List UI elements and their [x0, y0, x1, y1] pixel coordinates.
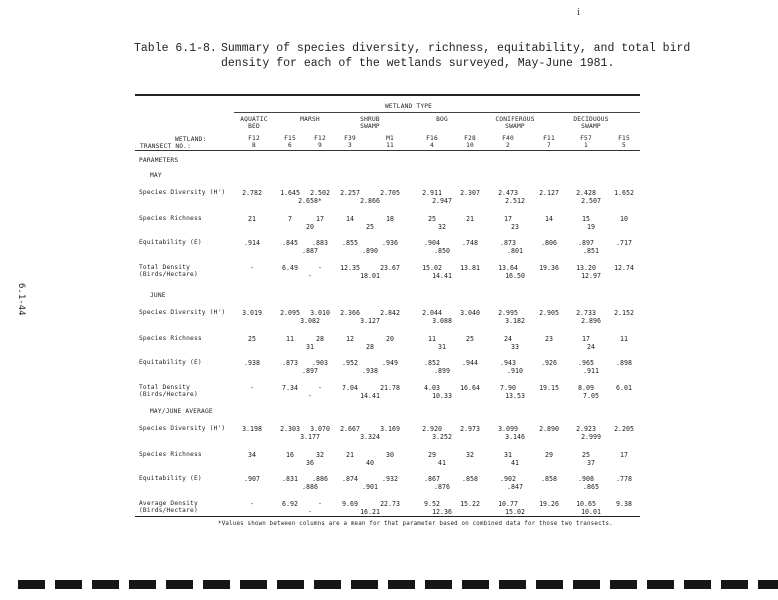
cell-value: .831 — [282, 475, 298, 483]
cell-value: 15.02 — [422, 264, 442, 272]
cell-value: 14 — [346, 215, 354, 223]
cell-mean: 2.512 — [505, 197, 525, 205]
cell-value: 2.733 — [576, 309, 596, 317]
wetland-id: F39 — [344, 135, 356, 142]
cell-mean: 24 — [587, 343, 595, 351]
cell-value: 30 — [386, 451, 394, 459]
cell-value: .903 — [312, 359, 328, 367]
cell-value: .914 — [244, 239, 260, 247]
cell-mean: - — [308, 392, 312, 400]
cell-mean: 3.252 — [432, 433, 452, 441]
cell-value: 25 — [582, 451, 590, 459]
edge-mark — [536, 580, 563, 589]
cell-value: .938 — [244, 359, 260, 367]
cell-mean: 3.324 — [360, 433, 380, 441]
cell-mean: 7.05 — [583, 392, 599, 400]
cell-mean: .911 — [583, 367, 599, 375]
cell-value: .932 — [382, 475, 398, 483]
cell-value: 3.169 — [380, 425, 400, 433]
cell-value: .908 — [578, 475, 594, 483]
cell-mean: 3.088 — [432, 317, 452, 325]
transect-no: 1 — [584, 142, 588, 149]
transect-no: 5 — [622, 142, 626, 149]
cell-value: 21 — [248, 215, 256, 223]
transect-no: 9 — [318, 142, 322, 149]
cell-value: .949 — [382, 359, 398, 367]
wetland-type-name: DECIDUOUS — [573, 116, 609, 123]
cell-mean: .876 — [434, 483, 450, 491]
cell-mean: 16.50 — [505, 272, 525, 280]
cell-value: 2.257 — [340, 189, 360, 197]
parameter-label: Equitability (E) — [139, 475, 202, 482]
cell-mean: 25 — [366, 223, 374, 231]
cell-mean: 10.01 — [581, 508, 601, 516]
wetland-type-name: AQUATIC — [240, 116, 268, 123]
edge-mark — [684, 580, 711, 589]
cell-mean: 14.41 — [432, 272, 452, 280]
cell-value: - — [250, 384, 254, 392]
cell-value: 7 — [288, 215, 292, 223]
top-rule — [135, 94, 640, 96]
cell-mean: .938 — [362, 367, 378, 375]
cell-value: 17 — [504, 215, 512, 223]
cell-value: .883 — [312, 239, 328, 247]
cell-value: .898 — [616, 359, 632, 367]
cell-value: .874 — [342, 475, 358, 483]
cell-mean: 3.177 — [300, 433, 320, 441]
wetland-type-name: BED — [248, 123, 260, 130]
parameter-label: Species Richness — [139, 215, 202, 222]
cell-mean: - — [308, 508, 312, 516]
wetland-type-heading: WETLAND TYPE — [385, 103, 433, 110]
edge-mark — [314, 580, 341, 589]
wetland-type-name: SWAMP — [360, 123, 380, 130]
cell-value: 10.65 — [576, 500, 596, 508]
edge-mark — [499, 580, 526, 589]
cell-value: .778 — [616, 475, 632, 483]
cell-value: 1.645 — [280, 189, 300, 197]
cell-value: 2.303 — [280, 425, 300, 433]
transect-no: 4 — [430, 142, 434, 149]
cell-value: 12.74 — [614, 264, 634, 272]
cell-value: 16 — [286, 451, 294, 459]
cell-mean: .801 — [507, 247, 523, 255]
cell-value: .873 — [282, 359, 298, 367]
wetland-type-name: SWAMP — [581, 123, 601, 130]
cell-mean: .887 — [302, 247, 318, 255]
parameter-label: Species Diversity (H') — [139, 189, 226, 196]
wetland-id: F11 — [543, 135, 555, 142]
wetland-id: F15 — [618, 135, 630, 142]
cell-value: 10 — [620, 215, 628, 223]
edge-mark — [351, 580, 378, 589]
cell-value: 11 — [286, 335, 294, 343]
cell-value: .952 — [342, 359, 358, 367]
cell-value: .926 — [541, 359, 557, 367]
wetland-id: F15 — [284, 135, 296, 142]
cell-value: 2.044 — [422, 309, 442, 317]
cell-value: .944 — [462, 359, 478, 367]
cell-value: 32 — [466, 451, 474, 459]
cell-mean: .886 — [302, 483, 318, 491]
wetland-type-rule — [234, 112, 640, 113]
transect-no: 6 — [288, 142, 292, 149]
wetland-row-label: WETLAND: — [175, 136, 207, 143]
wetland-type-name: SHRUB — [360, 116, 380, 123]
cell-value: .965 — [578, 359, 594, 367]
cell-value: 18 — [386, 215, 394, 223]
parameter-label: Equitability (E) — [139, 239, 202, 246]
cell-value: 6.92 — [282, 500, 298, 508]
parameter-label: (Birds/Hectare) — [139, 507, 198, 514]
cell-value: 11 — [428, 335, 436, 343]
edge-mark — [18, 580, 45, 589]
cell-value: 7.90 — [500, 384, 516, 392]
cell-value: 10.77 — [498, 500, 518, 508]
cell-value: .907 — [244, 475, 260, 483]
cell-value: .902 — [500, 475, 516, 483]
wetland-id: F28 — [464, 135, 476, 142]
cell-value: .886 — [312, 475, 328, 483]
cell-value: 9.38 — [616, 500, 632, 508]
cell-value: 2.905 — [539, 309, 559, 317]
cell-value: .858 — [541, 475, 557, 483]
cell-value: 29 — [545, 451, 553, 459]
cell-value: .936 — [382, 239, 398, 247]
caption-label: Table 6.1-8. — [134, 42, 217, 55]
parameter-label: Equitability (E) — [139, 359, 202, 366]
cell-value: 19.26 — [539, 500, 559, 508]
wetland-id: M1 — [386, 135, 394, 142]
cell-mean: 18.01 — [360, 272, 380, 280]
corner-mark: i — [577, 8, 580, 18]
wetland-id: F12 — [314, 135, 326, 142]
wetland-id: F16 — [426, 135, 438, 142]
cell-value: 4.03 — [424, 384, 440, 392]
cell-value: 20 — [386, 335, 394, 343]
cell-mean: 33 — [511, 343, 519, 351]
cell-mean: 28 — [366, 343, 374, 351]
cell-value: 28 — [316, 335, 324, 343]
edge-mark — [758, 580, 778, 589]
cell-value: 2.705 — [380, 189, 400, 197]
cell-value: 23 — [545, 335, 553, 343]
cell-value: 17 — [316, 215, 324, 223]
bottom-rule — [135, 516, 640, 517]
cell-value: 3.019 — [242, 309, 262, 317]
cell-value: 34 — [248, 451, 256, 459]
cell-mean: 32 — [438, 223, 446, 231]
cell-value: 17 — [620, 451, 628, 459]
parameters-heading: PARAMETERS — [139, 157, 179, 164]
cell-value: .897 — [578, 239, 594, 247]
cell-value: 19.15 — [539, 384, 559, 392]
wetland-type-name: CONIFEROUS — [495, 116, 535, 123]
cell-mean: 2.658* — [298, 197, 322, 205]
header-rule — [135, 150, 640, 151]
edge-mark — [240, 580, 267, 589]
cell-value: 21.78 — [380, 384, 400, 392]
transect-no: 7 — [547, 142, 551, 149]
caption-line-2: density for each of the wetlands surveyed, May-June 1981. — [221, 57, 615, 70]
cell-value: 6.01 — [616, 384, 632, 392]
cell-value: 12.35 — [340, 264, 360, 272]
cell-mean: .899 — [434, 367, 450, 375]
cell-value: 25 — [466, 335, 474, 343]
cell-value: 2.152 — [614, 309, 634, 317]
cell-mean: 3.182 — [505, 317, 525, 325]
cell-mean: 16.21 — [360, 508, 380, 516]
cell-value: 6.49 — [282, 264, 298, 272]
cell-mean: 14.41 — [360, 392, 380, 400]
cell-value: 29 — [428, 451, 436, 459]
cell-value: 2.973 — [460, 425, 480, 433]
cell-mean: 41 — [438, 459, 446, 467]
cell-value: 24 — [504, 335, 512, 343]
parameter-label: Species Richness — [139, 451, 202, 458]
cell-mean: .897 — [302, 367, 318, 375]
parameter-label: Total Density — [139, 264, 191, 271]
cell-mean: 31 — [438, 343, 446, 351]
edge-mark — [166, 580, 193, 589]
edge-mark — [388, 580, 415, 589]
cell-value: 3.010 — [310, 309, 330, 317]
cell-value: 15 — [582, 215, 590, 223]
wetland-type-name: BOG — [436, 116, 448, 123]
cell-mean: 41 — [511, 459, 519, 467]
cell-value: 25 — [428, 215, 436, 223]
cell-value: .845 — [282, 239, 298, 247]
cell-value: - — [318, 500, 322, 508]
cell-value: 2.366 — [340, 309, 360, 317]
cell-mean: .851 — [583, 247, 599, 255]
parameter-label: Species Richness — [139, 335, 202, 342]
wetland-type-name: MARSH — [300, 116, 320, 123]
cell-value: 3.099 — [498, 425, 518, 433]
cell-mean: 23 — [511, 223, 519, 231]
cell-value: 17 — [582, 335, 590, 343]
cell-value: 2.095 — [280, 309, 300, 317]
cell-value: 22.73 — [380, 500, 400, 508]
cell-mean: 2.866 — [360, 197, 380, 205]
cell-value: 19.36 — [539, 264, 559, 272]
parameter-label: Species Diversity (H') — [139, 309, 226, 316]
cell-mean: .901 — [362, 483, 378, 491]
cell-mean: .850 — [434, 247, 450, 255]
cell-value: 31 — [504, 451, 512, 459]
cell-value: 7.34 — [282, 384, 298, 392]
cell-value: .867 — [424, 475, 440, 483]
parameter-label: (Birds/Hectare) — [139, 271, 198, 278]
cell-mean: 12.97 — [581, 272, 601, 280]
wetland-id: F12 — [248, 135, 260, 142]
cell-mean: - — [308, 272, 312, 280]
cell-value: .904 — [424, 239, 440, 247]
cell-value: 16.64 — [460, 384, 480, 392]
transect-no: 8 — [252, 142, 256, 149]
cell-mean: 19 — [587, 223, 595, 231]
edge-mark — [573, 580, 600, 589]
side-page-number: 6.1-44 — [16, 283, 26, 316]
section-title: JUNE — [150, 292, 166, 299]
cell-value: 23.67 — [380, 264, 400, 272]
cell-value: 2.473 — [498, 189, 518, 197]
parameter-label: Total Density — [139, 384, 191, 391]
cell-mean: 31 — [306, 343, 314, 351]
cell-mean: 2.507 — [581, 197, 601, 205]
cell-mean: .890 — [362, 247, 378, 255]
cell-mean: 3.127 — [360, 317, 380, 325]
parameter-label: (Birds/Hectare) — [139, 391, 198, 398]
cell-value: 2.782 — [242, 189, 262, 197]
cell-value: 2.890 — [539, 425, 559, 433]
edge-mark — [129, 580, 156, 589]
cell-value: 3.040 — [460, 309, 480, 317]
cell-value: - — [318, 264, 322, 272]
footnote: *Values shown between columns are a mean for that parameter based on combined data for those two transects. — [218, 521, 613, 527]
cell-value: 2.842 — [380, 309, 400, 317]
cell-value: .748 — [462, 239, 478, 247]
cell-mean: 13.53 — [505, 392, 525, 400]
edge-mark — [425, 580, 452, 589]
cell-value: 2.920 — [422, 425, 442, 433]
cell-mean: 2.999 — [581, 433, 601, 441]
cell-value: 21 — [466, 215, 474, 223]
edge-mark — [647, 580, 674, 589]
edge-mark — [55, 580, 82, 589]
edge-mark — [610, 580, 637, 589]
transect-no: 11 — [386, 142, 394, 149]
cell-value: 2.667 — [340, 425, 360, 433]
section-title: MAY — [150, 172, 162, 179]
cell-value: .806 — [541, 239, 557, 247]
cell-mean: 10.33 — [432, 392, 452, 400]
cell-value: 2.923 — [576, 425, 596, 433]
cell-mean: .910 — [507, 367, 523, 375]
cell-value: 1.652 — [614, 189, 634, 197]
cell-mean: 3.146 — [505, 433, 525, 441]
cell-value: 8.09 — [578, 384, 594, 392]
wetland-type-name: SWAMP — [505, 123, 525, 130]
cell-value: 13.81 — [460, 264, 480, 272]
cell-value: 2.307 — [460, 189, 480, 197]
wetland-id: F40 — [502, 135, 514, 142]
edge-mark — [277, 580, 304, 589]
parameter-label: Average Density — [139, 500, 198, 507]
cell-value: - — [318, 384, 322, 392]
transect-no: 2 — [506, 142, 510, 149]
cell-value: 12 — [346, 335, 354, 343]
cell-value: .858 — [462, 475, 478, 483]
transect-no: 10 — [466, 142, 474, 149]
caption-line-1: Summary of species diversity, richness, equitability, and total bird — [221, 42, 691, 55]
cell-value: .855 — [342, 239, 358, 247]
cell-value: 25 — [248, 335, 256, 343]
cell-mean: 15.02 — [505, 508, 525, 516]
cell-value: .943 — [500, 359, 516, 367]
cell-value: 3.070 — [310, 425, 330, 433]
cell-value: .852 — [424, 359, 440, 367]
transect-row-label: TRANSECT NO.: — [140, 143, 192, 150]
edge-mark — [203, 580, 230, 589]
cell-mean: 40 — [366, 459, 374, 467]
cell-value: 21 — [346, 451, 354, 459]
cell-value: 14 — [545, 215, 553, 223]
cell-value: 2.205 — [614, 425, 634, 433]
cell-mean: 20 — [306, 223, 314, 231]
parameter-label: Species Diversity (H') — [139, 425, 226, 432]
cell-value: 7.04 — [342, 384, 358, 392]
section-title: MAY/JUNE AVERAGE — [150, 408, 213, 415]
cell-mean: .847 — [507, 483, 523, 491]
edge-mark — [92, 580, 119, 589]
cell-value: 2.428 — [576, 189, 596, 197]
cell-value: 11 — [620, 335, 628, 343]
cell-value: 13.64 — [498, 264, 518, 272]
cell-mean: 37 — [587, 459, 595, 467]
edge-mark — [721, 580, 748, 589]
cell-mean: 3.082 — [300, 317, 320, 325]
transect-no: 3 — [348, 142, 352, 149]
cell-value: 2.995 — [498, 309, 518, 317]
cell-value: 9.52 — [424, 500, 440, 508]
cell-value: .717 — [616, 239, 632, 247]
edge-mark — [462, 580, 489, 589]
cell-mean: 12.36 — [432, 508, 452, 516]
cell-mean: .865 — [583, 483, 599, 491]
cell-value: 2.127 — [539, 189, 559, 197]
cell-value: .873 — [500, 239, 516, 247]
wetland-id: F57 — [580, 135, 592, 142]
cell-value: 9.69 — [342, 500, 358, 508]
cell-value: 13.20 — [576, 264, 596, 272]
cell-mean: 2.947 — [432, 197, 452, 205]
cell-value: 3.198 — [242, 425, 262, 433]
cell-value: - — [250, 500, 254, 508]
cell-mean: 36 — [306, 459, 314, 467]
cell-value: 15.22 — [460, 500, 480, 508]
cell-mean: 2.896 — [581, 317, 601, 325]
cell-value: 2.911 — [422, 189, 442, 197]
cell-value: 2.502 — [310, 189, 330, 197]
cell-value: 32 — [316, 451, 324, 459]
cell-value: - — [250, 264, 254, 272]
